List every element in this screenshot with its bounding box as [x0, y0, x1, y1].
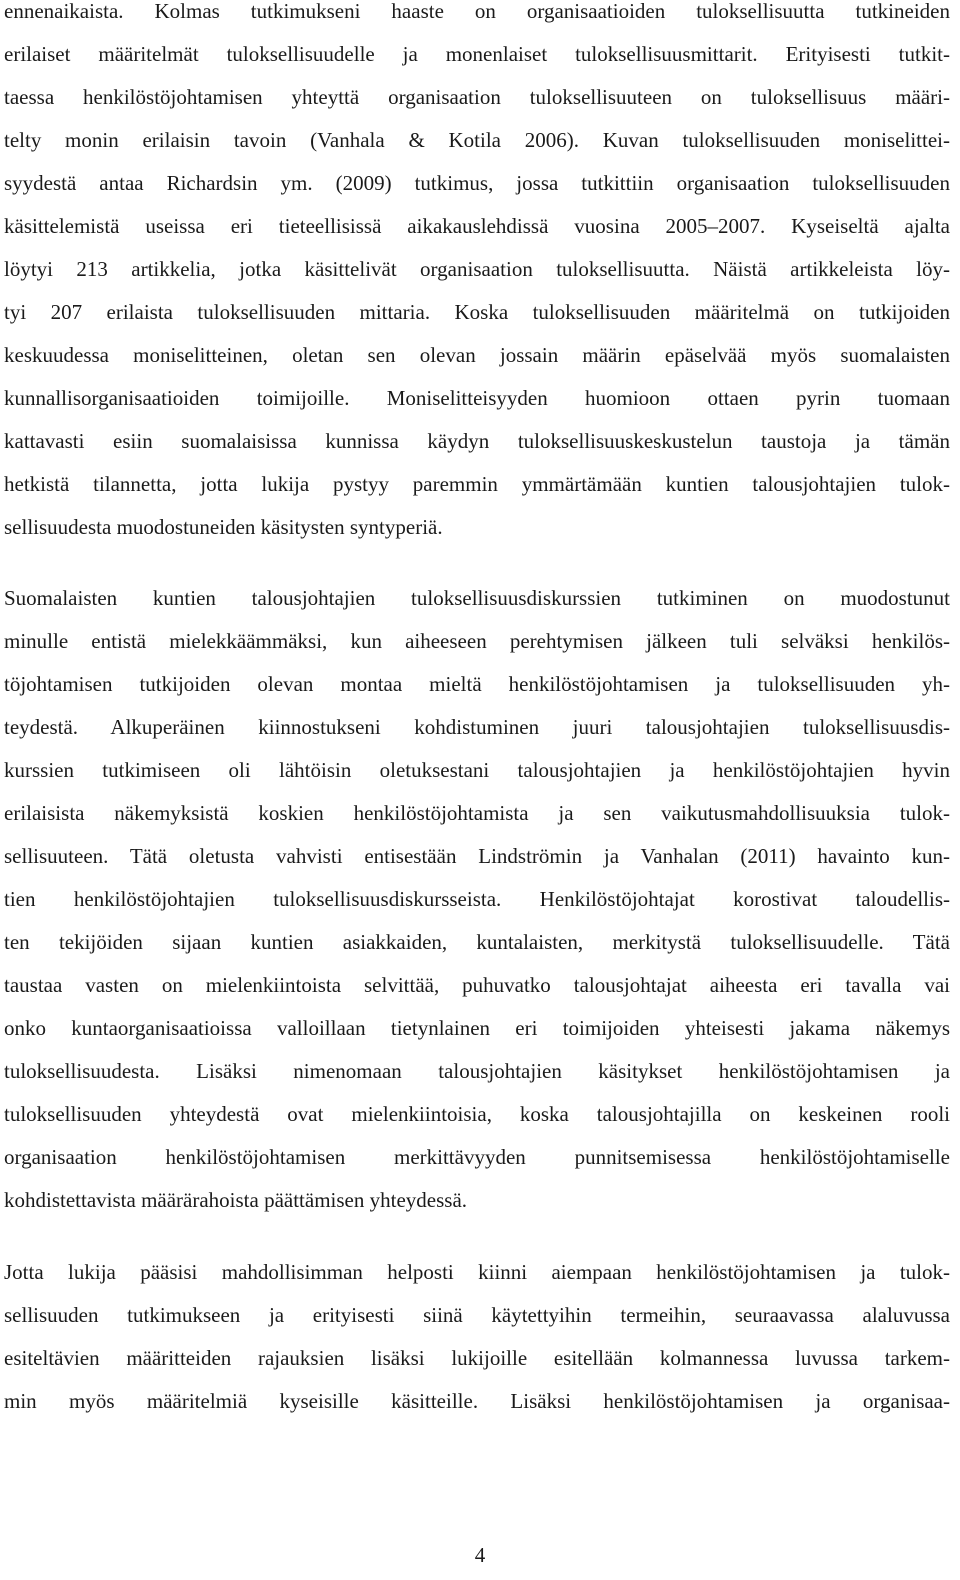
text-line: taustaa vasten on mielenkiintoista selvittää, puhuvatko talousjohtajat aiheesta eri tavalla vai — [4, 973, 950, 997]
text-line: syydestä antaa Richardsin ym. (2009) tutkimus, jossa tutkittiin organisaation tuloksellisuuden — [4, 171, 950, 195]
text-line: tuloksellisuudesta. Lisäksi nimenomaan talousjohtajien käsitykset henkilöstöjohtamisen ja — [4, 1059, 950, 1083]
text-line: organisaation henkilöstöjohtamisen merkittävyyden punnitsemisessa henkilöstöjohtamiselle — [4, 1145, 950, 1169]
text-line: hetkistä tilannetta, jotta lukija pystyy paremmin ymmärtämään kuntien talousjohtajien tulok- — [4, 472, 950, 496]
text-line: kunnallisorganisaatioiden toimijoille. Moniselitteisyyden huomioon ottaen pyrin tuomaan — [4, 386, 950, 410]
text-line: taessa henkilöstöjohtamisen yhteyttä organisaation tuloksellisuuteen on tuloksellisuus määri- — [4, 85, 950, 109]
text-line: onko kuntaorganisaatioissa valloillaan tietynlainen eri toimijoiden yhteisesti jakama näkemys — [4, 1016, 950, 1040]
text-line: ten tekijöiden sijaan kuntien asiakkaiden, kuntalaisten, merkitystä tuloksellisuudelle. Tätä — [4, 930, 950, 954]
text-line: teydestä. Alkuperäinen kiinnostukseni kohdistuminen juuri talousjohtajien tuloksellisuusdis- — [4, 715, 950, 739]
text-line: sellisuuden tutkimukseen ja erityisesti siinä käytettyihin termeihin, seuraavassa alaluvussa — [4, 1303, 950, 1327]
text-line: töjohtamisen tutkijoiden olevan montaa mieltä henkilöstöjohtamisen ja tuloksellisuuden yh- — [4, 672, 950, 696]
text-line: kurssien tutkimiseen oli lähtöisin oletuksestani talousjohtajien ja henkilöstöjohtajien hyvin — [4, 758, 950, 782]
text-line: min myös määritelmiä kyseisille käsitteille. Lisäksi henkilöstöjohtamisen ja organisaa- — [4, 1389, 950, 1413]
text-line: erilaisista näkemyksistä koskien henkilöstöjohtamista ja sen vaikutusmahdollisuuksia tulok- — [4, 801, 950, 825]
text-line: tien henkilöstöjohtajien tuloksellisuusdiskursseista. Henkilöstöjohtajat korostivat taloudellis- — [4, 887, 950, 911]
text-line: käsittelemistä useissa eri tieteellisissä aikakauslehdissä vuosina 2005–2007. Kyseiseltä ajalta — [4, 214, 950, 238]
text-line: tuloksellisuuden yhteydestä ovat mielenkiintoisia, koska talousjohtajilla on keskeinen rooli — [4, 1102, 950, 1126]
text-line: minulle entistä mielekkäämmäksi, kun aiheeseen perehtymisen jälkeen tuli selväksi henkilös- — [4, 629, 950, 653]
text-line: sellisuudesta muodostuneiden käsitysten syntyperiä. — [4, 515, 443, 539]
text-line: Suomalaisten kuntien talousjohtajien tuloksellisuusdiskurssien tutkiminen on muodostunut — [4, 586, 950, 610]
text-line: telty monin erilaisin tavoin (Vanhala & Kotila 2006). Kuvan tuloksellisuuden moniselittei- — [4, 128, 950, 152]
text-line: esiteltävien määritteiden rajauksien lisäksi lukijoille esitellään kolmannessa luvussa tarkem- — [4, 1346, 950, 1370]
text-line: kohdistettavista määrärahoista päättämisen yhteydessä. — [4, 1188, 468, 1212]
text-line: Jotta lukija pääsisi mahdollisimman helposti kiinni aiempaan henkilöstöjohtamisen ja tulok- — [4, 1260, 950, 1284]
text-line: keskuudessa moniselitteinen, oletan sen olevan jossain määrin epäselvää myös suomalaisten — [4, 343, 950, 367]
text-line: ennenaikaista. Kolmas tutkimukseni haaste on organisaatioiden tuloksellisuutta tutkineiden — [4, 0, 950, 23]
text-line: löytyi 213 artikkelia, jotka käsittelivät organisaation tuloksellisuutta. Näistä artikkeleista löy- — [4, 257, 950, 281]
text-line: erilaiset määritelmät tuloksellisuudelle ja monenlaiset tuloksellisuusmittarit. Erityisesti tutkit- — [4, 42, 950, 66]
text-line: sellisuuteen. Tätä oletusta vahvisti entisestään Lindströmin ja Vanhalan (2011) havainto kun- — [4, 844, 950, 868]
text-line: kattavasti esiin suomalaisissa kunnissa käydyn tuloksellisuuskeskustelun taustoja ja tämän — [4, 429, 950, 453]
text-line: tyi 207 erilaista tuloksellisuuden mittaria. Koska tuloksellisuuden määritelmä on tutkijoiden — [4, 300, 950, 324]
page-number: 4 — [474, 1543, 486, 1567]
